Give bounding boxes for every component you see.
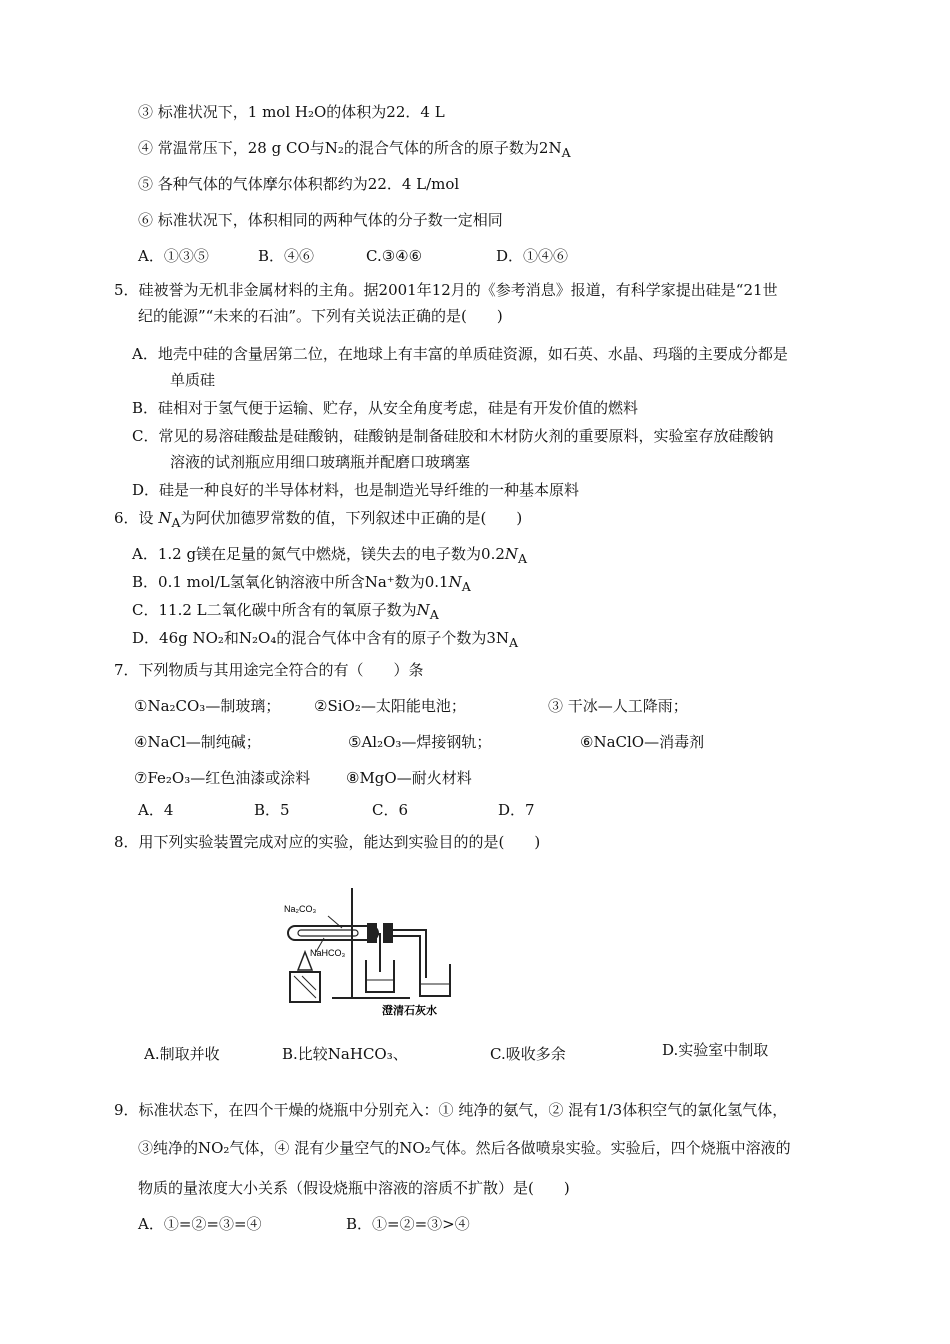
q5-option-d: D．硅是一种良好的半导体材料，也是制造光导纤维的一种基本原料 [132, 481, 580, 499]
q6-stem: 6．设 $N_A$为阿伏加德罗常数的值，下列叙述中正确的是( ) [114, 509, 523, 530]
q4-option-b: B．④⑥ [258, 247, 315, 265]
q7-option-d: D．7 [498, 801, 535, 819]
q9-stem-line1: 9．标准状态下，在四个干燥的烧瓶中分别充入：① 纯净的氨气，② 混有1/3体积空气的氯化氢气体， [114, 1101, 788, 1119]
q7-item-8: ⑧MgO—耐火材料 [346, 769, 472, 787]
q9-option-a: A．①=②=③=④ [138, 1215, 262, 1233]
label-na2co3: Na₂CO₃ [284, 904, 317, 914]
q8-option-a: A.制取并收 [144, 1045, 220, 1063]
q8-stem: 8．用下列实验装置完成对应的实验，能达到实验目的的是( ) [114, 833, 541, 851]
q7-item-1: ①Na₂CO₃—制玻璃； [134, 697, 281, 715]
q4-statement-4: ④ 常温常压下，28 g CO与N₂的混合气体的所含的原子数为$2N_A$ [138, 139, 571, 160]
q8-option-c: C.吸收多余 [490, 1045, 566, 1063]
q5-stem-line2: 纪的能源”“未来的石油”。下列有关说法正确的是( ) [138, 307, 503, 325]
q7-item-3: ③ 干冰—人工降雨； [548, 697, 688, 715]
q6-option-c: C．11.2 L二氧化碳中所含有的氧原子数为$N_A$ [132, 601, 439, 622]
label-limewater: 澄清石灰水 [382, 1005, 437, 1017]
q7-item-6: ⑥NaClO—消毒剂 [580, 733, 705, 751]
q7-option-a: A．4 [138, 801, 174, 819]
q4-option-c: C.③④⑥ [366, 247, 423, 265]
q4-statement-5: ⑤ 各种气体的气体摩尔体积都约为22．4 L/mol [138, 175, 460, 193]
q8-option-d: D.实验室中制取 [662, 1041, 769, 1059]
q5-option-a-line2: 单质硅 [170, 371, 216, 389]
q4-option-d: D．①④⑥ [496, 247, 569, 265]
q5-option-c-line1: C．常见的易溶硅酸盐是硅酸钠，硅酸钠是制备硅胶和木材防火剂的重要原料，实验室存放硅酸钠 [132, 427, 774, 445]
q5-option-b: B．硅相对于氢气便于运输、贮存，从安全角度考虑，硅是有开发价值的燃料 [132, 399, 639, 417]
q6-option-b: B．0.1 mol/L氢氧化钠溶液中所含Na⁺数为$0.1N_A$ [132, 573, 471, 594]
q6-option-d: D．46g NO₂和N₂O₄的混合气体中含有的原子个数为$3N_A$ [132, 629, 519, 650]
label-nahco3: NaHCO₃ [310, 948, 346, 958]
q9-stem-line2: ③纯净的NO₂气体，④ 混有少量空气的NO₂气体。然后各做喷泉实验。实验后，四个烧瓶中溶液的 [138, 1139, 791, 1157]
q7-item-2: ②SiO₂—太阳能电池； [314, 697, 466, 715]
q5-option-a-line1: A．地壳中硅的含量居第二位，在地球上有丰富的单质硅资源，如石英、水晶、玛瑙的主要成分都是 [132, 345, 788, 363]
q4-statement-6: ⑥ 标准状况下，体积相同的两种气体的分子数一定相同 [138, 211, 503, 229]
q8-apparatus-figure [280, 880, 480, 1030]
q7-item-5: ⑤Al₂O₃—焊接钢轨； [348, 733, 492, 751]
q6-option-a: A．1.2 g镁在足量的氮气中燃烧，镁失去的电子数为$0.2N_A$ [132, 545, 528, 566]
q7-stem: 7．下列物质与其用途完全符合的有（ ）条 [114, 661, 424, 679]
q7-item-7: ⑦Fe₂O₃—红色油漆或涂料 [134, 769, 311, 787]
q9-option-b: B．①=②=③>④ [346, 1215, 470, 1233]
q7-option-b: B．5 [254, 801, 290, 819]
q4-option-a: A．①③⑤ [138, 247, 209, 265]
q4-statement-3: ③ 标准状况下，1 mol H₂O的体积为22．4 L [138, 103, 445, 121]
q8-option-b: B.比较NaHCO₃、 [282, 1045, 408, 1063]
q5-stem-line1: 5．硅被誉为无机非金属材料的主角。据2001年12月的《参考消息》报道，有科学家提出硅是“21世 [114, 281, 778, 299]
q5-option-c-line2: 溶液的试剂瓶应用细口玻璃瓶并配磨口玻璃塞 [170, 453, 471, 471]
q9-stem-line3: 物质的量浓度大小关系（假设烧瓶中溶液的溶质不扩散）是( ) [138, 1179, 570, 1197]
q7-option-c: C．6 [372, 801, 409, 819]
q7-item-4: ④NaCl—制纯碱； [134, 733, 261, 751]
